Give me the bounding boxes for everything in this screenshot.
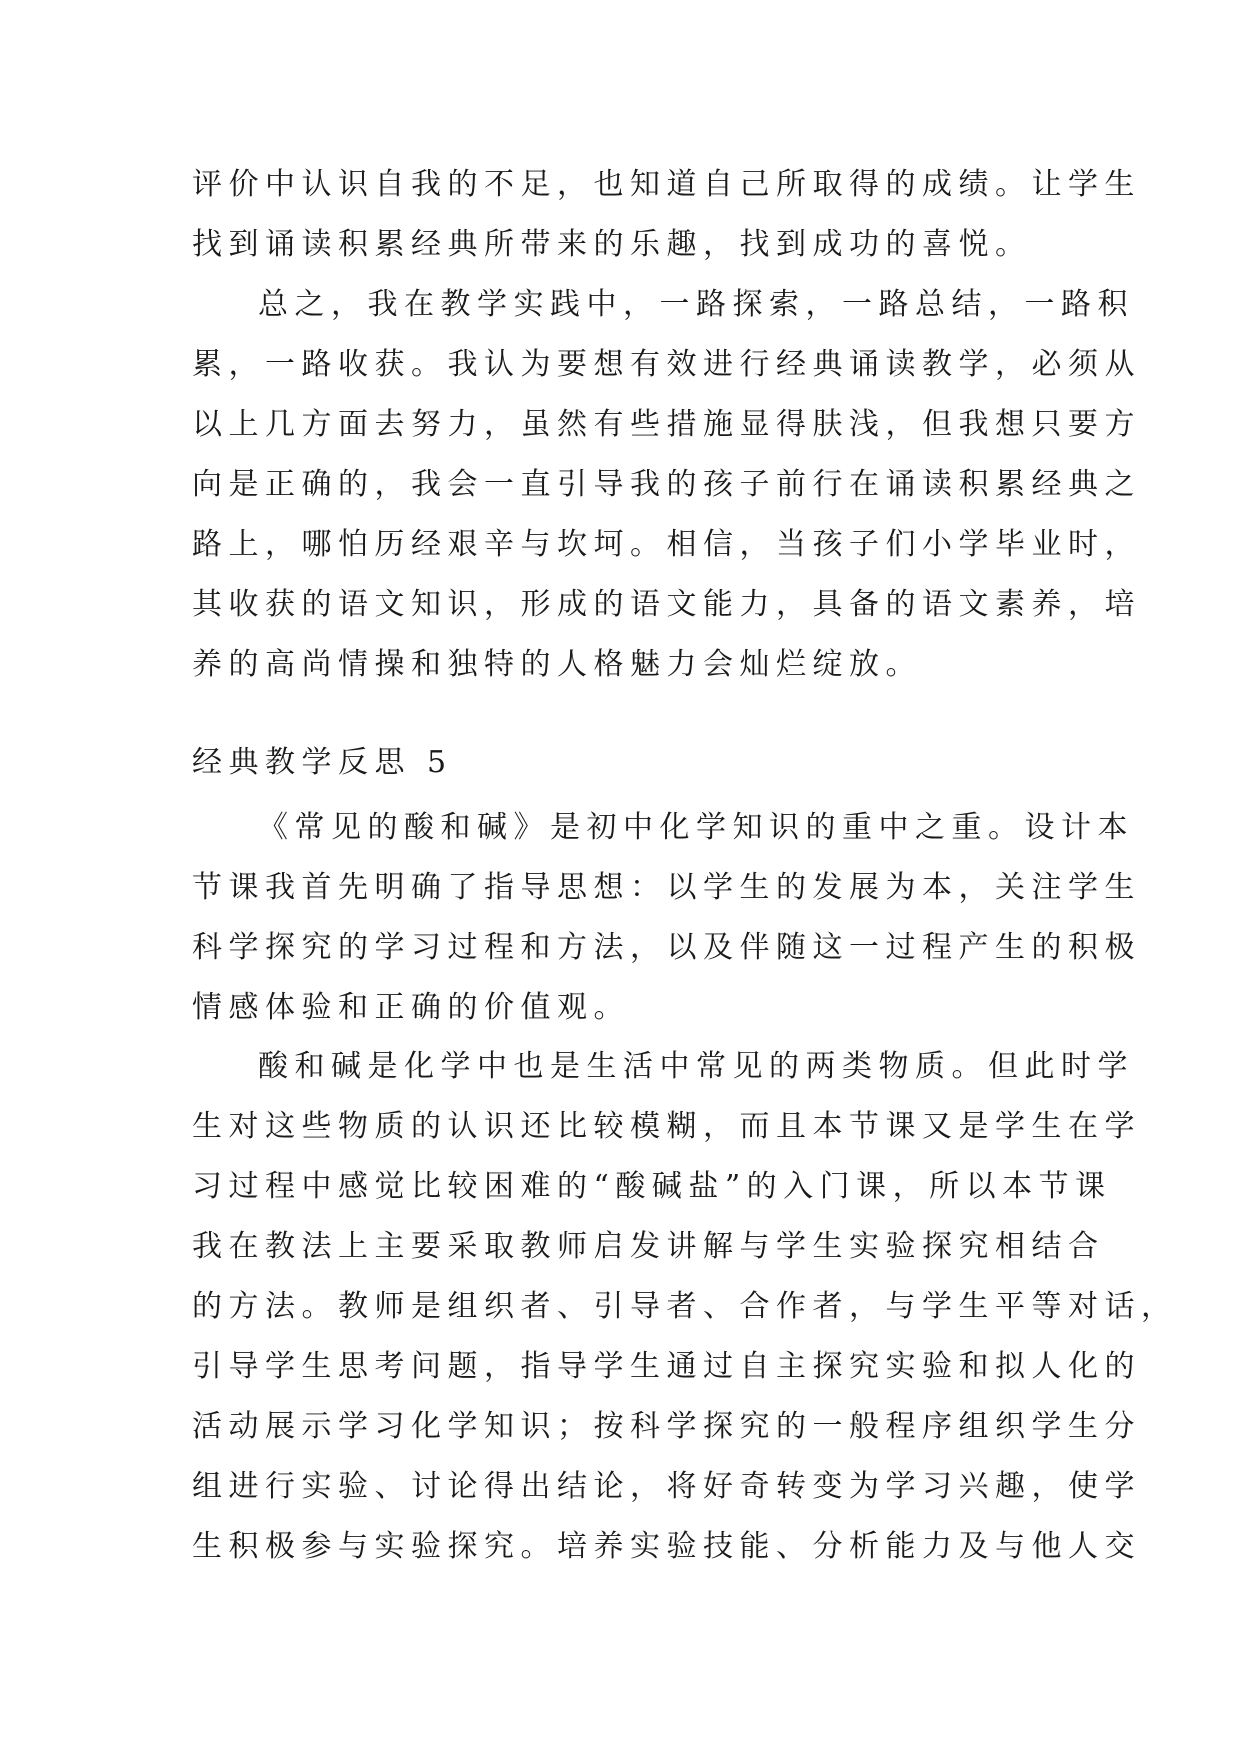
text-line: 生积极参与实验探究。培养实验技能、分析能力及与他人交	[192, 1529, 1141, 1564]
text-line: 引导学生思考问题，指导学生通过自主探究实验和拟人化的	[192, 1349, 1141, 1384]
text-line: 科学探究的学习过程和方法，以及伴随这一过程产生的积极	[192, 930, 1141, 965]
text-line: 我在教法上主要采取教师启发讲解与学生实验探究相结合	[192, 1229, 1105, 1264]
text-line: 以上几方面去努力，虽然有些措施显得肤浅，但我想只要方	[192, 407, 1141, 442]
paragraph-summary	[192, 275, 1141, 695]
text-line: 《常见的酸和碱》是初中化学知识的重中之重。设计本	[258, 810, 1134, 845]
text-line: 的方法。教师是组织者、引导者、合作者，与学生平等对话，	[192, 1289, 1178, 1324]
text-line: 向是正确的，我会一直引导我的孩子前行在诵读积累经典之	[192, 467, 1141, 502]
text-line: 节课我首先明确了指导思想：以学生的发展为本，关注学生	[192, 870, 1141, 905]
text-line: 生对这些物质的认识还比较模糊，而且本节课又是学生在学	[192, 1109, 1141, 1144]
text-line: 累，一路收获。我认为要想有效进行经典诵读教学，必须从	[192, 347, 1141, 382]
text-line: 组进行实验、讨论得出结论，将好奇转变为学习兴趣，使学	[192, 1469, 1141, 1504]
text-line: 总之，我在教学实践中，一路探索，一路总结，一路积	[258, 287, 1134, 322]
text-line: 评价中认识自我的不足，也知道自己所取得的成绩。让学生	[192, 167, 1141, 202]
text-line: 找到诵读积累经典所带来的乐趣，找到成功的喜悦。	[192, 227, 1032, 262]
text-line: 情感体验和正确的价值观。	[192, 990, 630, 1025]
text-line: 养的高尚情操和独特的人格魅力会灿烂绽放。	[192, 647, 922, 682]
text-line: 路上，哪怕历经艰辛与坎坷。相信，当孩子们小学毕业时，	[192, 527, 1141, 562]
paragraph-continuation	[192, 155, 1141, 275]
text-line: 习过程中感觉比较困难的“酸碱盐”的入门课，所以本节课	[192, 1169, 1112, 1204]
heading-text: 经典教学反思 5	[192, 745, 453, 780]
text-line: 其收获的语文知识，形成的语文能力，具备的语文素养，培	[192, 587, 1141, 622]
paragraph-intro	[192, 798, 1141, 1038]
text-line: 活动展示学习化学知识；按科学探究的一般程序组织学生分	[192, 1409, 1141, 1444]
section-heading	[192, 733, 1072, 793]
text-line: 酸和碱是化学中也是生活中常见的两类物质。但此时学	[258, 1049, 1134, 1084]
paragraph-method	[192, 1037, 1178, 1577]
